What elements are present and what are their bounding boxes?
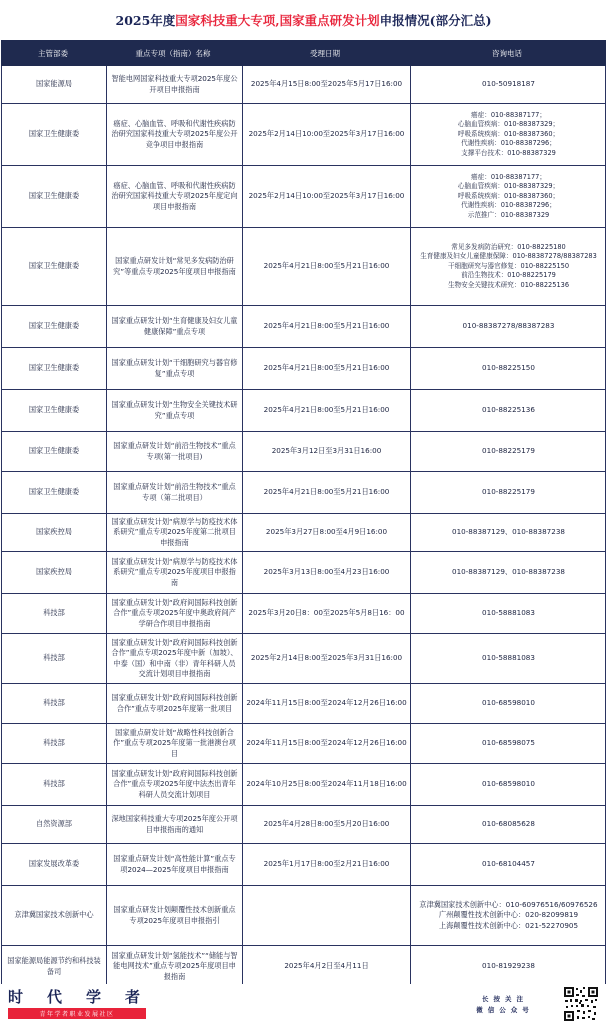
phone-line: 010-88387129、010-88387238 (452, 527, 565, 537)
phone-cell (410, 104, 606, 165)
phone-cell (410, 844, 606, 885)
phone-cell (410, 886, 606, 945)
project-name-cell: 国家重点研发计划“常见多发病防治研究”等重点专项2025年度项目申报指南 (106, 228, 242, 305)
dept-cell: 国家能源局 (36, 79, 72, 89)
phone-line: 心脑血管疾病：010-88387329； (457, 182, 560, 191)
table-row (1, 348, 606, 390)
accept-date-cell: 2025年4月2日至4月11日 (242, 946, 410, 987)
qr-code-icon (563, 986, 599, 1022)
accept-date-cell: 2024年11月15日8:00至2024年12月26日16:00 (242, 724, 410, 763)
accept-date-cell: 2025年3月12日至3月31日16:00 (242, 432, 410, 471)
column-header-name: 重点专项（指南）名称 (135, 48, 211, 58)
project-name-cell: 智能电网国家科技重大专项2025年度公开项目申报指南 (106, 66, 242, 103)
phone-line: 呼吸系统疾病：010-88387360； (457, 129, 560, 138)
dept-cell: 国家卫生健康委 (28, 405, 80, 415)
table-row (1, 306, 606, 348)
table-row (1, 724, 606, 764)
phone-line: 广州颠覆性技术创新中心：020-82099819 (438, 910, 579, 920)
project-name-cell: 国家重点研发计划“病原学与防疫技术体系研究”重点专项2025年度项目申报指南 (106, 552, 242, 593)
phone-cell (410, 634, 606, 683)
phone-line: 010-68598010 (482, 779, 535, 789)
phone-cell (410, 306, 606, 347)
follow-line-2: 微信公众号 (476, 1006, 534, 1014)
accept-date-cell: 2025年4月21日8:00至5月21日16:00 (242, 390, 410, 431)
table-row (1, 806, 606, 844)
dept-cell: 自然资源部 (36, 819, 72, 829)
accept-date-cell: 2025年4月15日8:00至2025年5月17日16:00 (242, 66, 410, 103)
project-name-cell: 国家重点研发计划“干细胞研究与器官修复”重点专项 (106, 348, 242, 389)
phone-cell (410, 946, 606, 987)
project-name-cell: 国家重点研发计划“生育健康及妇女儿童健康保障”重点专项 (106, 306, 242, 347)
accept-date-cell: 2024年11月15日8:00至2024年12月26日16:00 (242, 684, 410, 723)
phone-line: 癌症：010-88387177； (471, 110, 546, 119)
table-row (1, 104, 606, 166)
phone-cell (410, 66, 606, 103)
accept-date-cell: 2024年10月25日8:00至2024年11月18日16:00 (242, 764, 410, 805)
phone-cell (410, 472, 606, 513)
phone-line: 010-88387278/88387283 (462, 321, 555, 331)
table-row (1, 764, 606, 806)
column-header-dept: 主管部委 (38, 48, 68, 58)
table-row (1, 946, 606, 988)
accept-date-cell (242, 886, 410, 945)
phone-cell (410, 552, 606, 593)
table-row (1, 844, 606, 886)
phone-line: 010-88225179 (482, 446, 535, 456)
phone-line: 010-58881083 (482, 608, 535, 618)
title-programs: 国家科技重大专项,国家重点研发计划 (175, 13, 380, 28)
phone-line: 心脑血管疾病：010-88387329； (457, 120, 560, 129)
phone-line: 010-88225136 (482, 405, 535, 415)
dept-cell: 国家卫生健康委 (28, 446, 80, 456)
phone-cell (410, 684, 606, 723)
phone-line: 010-58881083 (482, 653, 535, 663)
phone-line: 010-81929238 (482, 961, 535, 971)
follow-prompt (470, 994, 540, 1016)
phone-line: 干细胞研究与器官修复：010-88225150 (447, 261, 570, 270)
table-row (1, 472, 606, 514)
table-row (1, 684, 606, 724)
dept-cell: 国家卫生健康委 (28, 191, 80, 201)
accept-date-cell: 2025年4月21日8:00至5月21日16:00 (242, 228, 410, 305)
accept-date-cell: 2025年4月21日8:00至5月21日16:00 (242, 348, 410, 389)
phone-cell (410, 724, 606, 763)
phone-line: 010-68104457 (482, 859, 535, 869)
phone-line: 010-88387129、010-88387238 (452, 567, 565, 577)
project-name-cell: 国家重点研发计划“生物安全关键技术研究”重点专项 (106, 390, 242, 431)
project-name-cell: 国家重点研发计划“政府间国际科技创新合作”重点专项2025年度中新（加坡）、中泰（国）和中南（非）青年科研人员交流计划项目申报指南 (106, 634, 242, 683)
accept-date-cell: 2025年4月28日8:00至5月20日16:00 (242, 806, 410, 843)
project-name-cell: 国家重点研发计划“氢能技术”“储能与智能电网技术”重点专项2025年度项目申报指南 (106, 946, 242, 987)
table-row (1, 432, 606, 472)
table-row (1, 634, 606, 684)
dept-cell: 科技部 (43, 738, 65, 748)
phone-line: 上海颠覆性技术创新中心：021-52270905 (438, 920, 579, 930)
table-row (1, 390, 606, 432)
brand-logo-text: 时代学者 (8, 988, 165, 1006)
phone-line: 前沿生物技术：010-88225179 (461, 271, 556, 280)
phone-line: 代谢性疾病：010-88387296； (461, 201, 556, 210)
project-name-cell: 国家重点研发计划“前沿生物技术”重点专项（第二批项目） (106, 472, 242, 513)
project-name-cell: 癌症、心脑血管、呼吸和代谢性疾病防治研究国家科技重大专项2025年度公开竞争项目申报指南 (106, 104, 242, 165)
dept-cell: 科技部 (43, 698, 65, 708)
accept-date-cell: 2025年4月21日8:00至5月21日16:00 (242, 306, 410, 347)
accept-date-cell: 2025年2月14日10:00至2025年3月17日16:00 (242, 166, 410, 227)
phone-cell (410, 228, 606, 305)
phone-line: 010-50918187 (482, 79, 535, 89)
phone-cell (410, 514, 606, 551)
phone-line: 常见多发病防治研究：010-88225180 (451, 242, 566, 251)
title-year: 2025年度 (115, 13, 176, 28)
accept-date-cell: 2025年4月21日8:00至5月21日16:00 (242, 472, 410, 513)
phone-cell (410, 806, 606, 843)
project-name-cell: 癌症、心脑血管、呼吸和代谢性疾病防治研究国家科技重大专项2025年度定向项目申报指南 (106, 166, 242, 227)
accept-date-cell: 2025年3月27日8:00至4月9日16:00 (242, 514, 410, 551)
phone-cell (410, 594, 606, 633)
table-row (1, 886, 606, 946)
table-row (1, 166, 606, 228)
dept-cell: 国家疾控局 (36, 527, 72, 537)
dept-cell: 科技部 (43, 653, 65, 663)
project-name-cell: 深地国家科技重大专项2025年度公开项目申报指南的通知 (106, 806, 242, 843)
phone-line: 呼吸系统疾病：010-88387360； (457, 191, 560, 200)
phone-line: 生育健康及妇女儿童健康保障：010-88387278/88387283 (420, 252, 597, 261)
phone-cell (410, 166, 606, 227)
phone-line: 010-88225179 (482, 487, 535, 497)
dept-cell: 科技部 (43, 608, 65, 618)
title-suffix: 申报情况(部分汇总) (379, 13, 492, 28)
accept-date-cell: 2025年1月17日8:00至2月21日16:00 (242, 844, 410, 885)
project-name-cell: 国家重点研发计划“政府间国际科技创新合作”重点专项2025年度中奥政府间产学研合作项目申报指南 (106, 594, 242, 633)
dept-cell: 国家卫生健康委 (28, 321, 80, 331)
table-row (1, 552, 606, 594)
project-name-cell: 国家重点研发计划“前沿生物技术”重点专项(第一批项目) (106, 432, 242, 471)
dept-cell: 科技部 (43, 779, 65, 789)
table-header (1, 40, 606, 66)
phone-line: 010-88225150 (482, 363, 535, 373)
phone-cell (410, 432, 606, 471)
footer (0, 984, 607, 1024)
phone-line: 示范推广：010-88387329 (467, 210, 550, 219)
project-name-cell: 国家重点研发计划“高性能计算”重点专项2024—2025年度项目申报指南 (106, 844, 242, 885)
dept-cell: 国家发展改革委 (28, 859, 80, 869)
phone-line: 京津冀国家技术创新中心：010-60976516/60976526 (419, 899, 598, 909)
phone-line: 癌症：010-88387177； (471, 172, 546, 181)
phone-cell (410, 764, 606, 805)
page-title (0, 0, 607, 40)
table-row (1, 514, 606, 552)
project-name-cell: 国家重点研发计划“政府间国际科技创新合作”重点专项2025年度第一批项目 (106, 684, 242, 723)
phone-line: 010-68598010 (482, 698, 535, 708)
table-row (1, 594, 606, 634)
phone-line: 010-68598075 (482, 738, 535, 748)
project-name-cell: 国家重点研发计划“战略性科技创新合作”重点专项2025年度第一批港澳台项目 (106, 724, 242, 763)
accept-date-cell: 2025年3月20日8：00至2025年5月8日16：00 (242, 594, 410, 633)
dept-cell: 国家疾控局 (36, 567, 72, 577)
phone-line: 支撑平台技术：010-88387329 (461, 148, 556, 157)
dept-cell: 京津冀国家技术创新中心 (14, 910, 94, 920)
brand-slogan: 青年学者职业发展社区 (8, 1008, 146, 1019)
project-name-cell: 国家重点研发计划颠覆性技术创新重点专项2025年度项目申报指引 (106, 886, 242, 945)
dept-cell: 国家能源局能源节约和科技装备司 (7, 956, 101, 976)
dept-cell: 国家卫生健康委 (28, 363, 80, 373)
column-header-phone: 咨询电话 (492, 48, 522, 58)
phone-line: 010-68085628 (482, 819, 535, 829)
phone-line: 代谢性疾病：010-88387296； (461, 139, 556, 148)
project-name-cell: 国家重点研发计划“政府间国际科技创新合作”重点专项2025年度中法杰出青年科研人员交流计划项目 (106, 764, 242, 805)
accept-date-cell: 2025年3月13日8:00至4月23日16:00 (242, 552, 410, 593)
dept-cell: 国家卫生健康委 (28, 487, 80, 497)
dept-cell: 国家卫生健康委 (28, 129, 80, 139)
accept-date-cell: 2025年2月14日8:00至2025年3月31日16:00 (242, 634, 410, 683)
table-row (1, 228, 606, 306)
phone-cell (410, 390, 606, 431)
accept-date-cell: 2025年2月14日10:00至2025年3月17日16:00 (242, 104, 410, 165)
table-row (1, 66, 606, 104)
project-name-cell: 国家重点研发计划“病原学与防疫技术体系研究”重点专项2025年度第二批项目申报指南 (106, 514, 242, 551)
dept-cell: 国家卫生健康委 (28, 261, 80, 271)
column-header-date: 受理日期 (310, 48, 340, 58)
phone-line: 生物安全关键技术研究：010-88225136 (447, 280, 570, 289)
follow-line-1: 长按关注 (482, 995, 528, 1003)
phone-cell (410, 348, 606, 389)
